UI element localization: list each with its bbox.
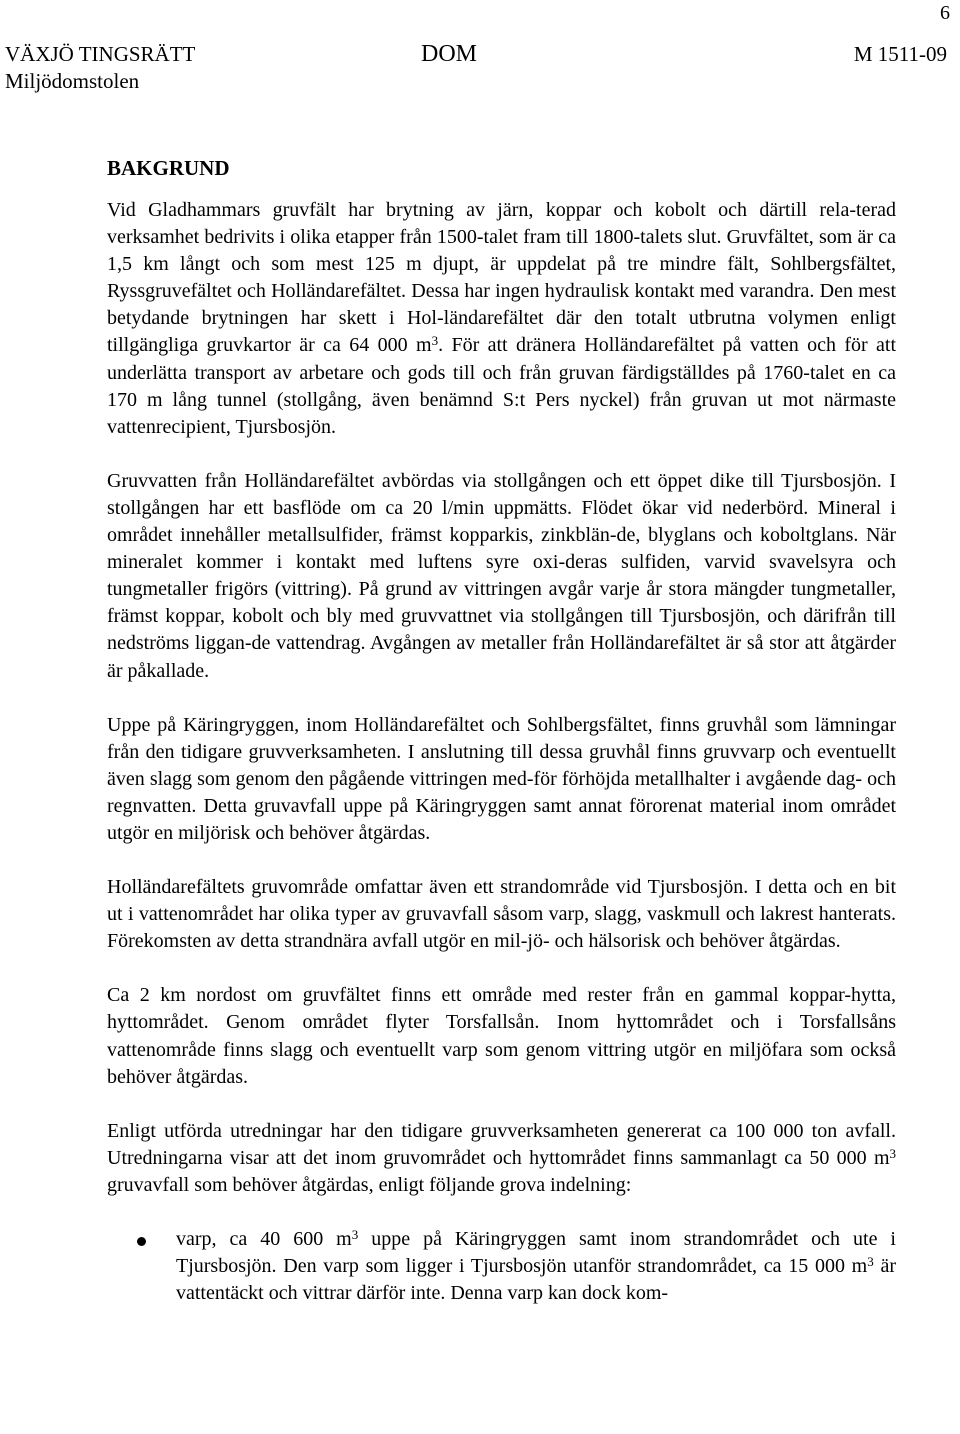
department-name: Miljödomstolen (5, 69, 140, 93)
page-number: 6 (940, 2, 950, 24)
document-header (5, 38, 947, 92)
paragraph-1-text-a: Vid Gladhammars gruvfält har brytning av järn, koppar och kobolt och därtill rela-terad verksamhet bedrivits i olika etapper från 1500-talet fram till 1800-talets slut. Gruvfältet, som är ca 1,5 km långt och som mest 125 m djupt, är uppdelat på tre mindre fält, Sohlbergsfältet, Ryssgruvefältet och Holländarefältet. Dessa har ingen hydraulisk kontakt med varandra. Den mest betydande brytningen har skett i Hol-ländarefältet där den totalt utbrutna volymen enligt tillgängliga gruvkartor är ca 64 000 m (107, 199, 896, 357)
list-item-text-a: varp, ca 40 600 m (176, 1228, 352, 1250)
case-number: M 1511-09 (853, 42, 947, 66)
paragraph-6 (107, 1118, 896, 1199)
list-item (107, 1226, 896, 1307)
paragraph-4: Holländarefältets gruvområde omfattar även ett strandområde vid Tjursbosjön. I detta och en bit ut i vattenområdet har olika typer av gruvavfall såsom varp, slagg, vaskmull och lakrest hanterats. Förekomsten av detta strandnära avfall utgör en mil-jö- och hälsorisk och behöver åtgärdas. (107, 876, 896, 953)
bullet-icon (137, 1237, 146, 1246)
document-type: DOM (421, 41, 478, 67)
court-name: VÄXJÖ TINGSRÄTT (5, 42, 196, 66)
paragraph-2: Gruvvatten från Holländarefältet avbördas via stollgången och ett öppet dike till Tjursbosjön. I stollgången har ett basflöde om ca 20 l/min uppmätts. Flödet ökar vid nederbörd. Mineral i området innehåller metallsulfider, främst kopparkis, zinkblän-de, blyglans och koboltglans. När mineralet kommer i kontakt med luftens syre oxi-deras sulfiden, varvid svavelsyra och tungmetaller frigörs (vittring). På grund av vittringen avgår varje år stora mängder tungmetaller, främst koppar, kobolt och bly med gruvvattnet via stollgången till Tjursbosjön, och därifrån till nedströms liggan-de vattendrag. Avgången av metaller från Holländarefältet är så stor att åtgärder är påkallade. (107, 469, 896, 682)
section-heading: BAKGRUND (107, 156, 230, 180)
superscript: 3 (431, 333, 439, 349)
paragraph-6-text-a: Enligt utförda utredningar har den tidigare gruvverksamheten genererat ca 100 000 ton avfall. Utredningarna visar att det inom gruvområdet och hyttområdet finns sammanlagt ca 50 000 m (107, 1119, 896, 1169)
paragraph-5: Ca 2 km nordost om gruvfältet finns ett område med rester från en gammal koppar-hytta, hyttområdet. Genom området flyter Torsfallsån. Inom hyttområdet och i Torsfallsåns vattenområde finns slagg och eventuellt varp som genom vittring utgör en miljöfara som också behöver åtgärdas. (107, 984, 896, 1088)
list-item-text-b: uppe på Käringryggen samt inom strandområdet och ute i Tjursbosjön. Den varp som ligger i Tjursbosjön utanför strandområdet, ca 15 000 m (176, 1228, 896, 1278)
list-item-text-c: är vattentäckt och vittrar därför inte. Denna varp kan dock kom- (176, 1255, 897, 1305)
paragraph-1-text-b: . För att dränera Holländarefältet på vatten och för att underlätta transport av arbetare och gods till och från gruvan färdigställdes på 1760-talet en ca 170 m lång tunnel (stollgång, även benämnd S:t Pers nyckel) från gruvan ut mot närmaste vattenrecipient, Tjursbosjön. (107, 334, 896, 438)
superscript: 3 (351, 1227, 359, 1242)
document-body (107, 155, 896, 1307)
superscript: 3 (889, 1145, 896, 1161)
paragraph-1 (107, 197, 896, 441)
superscript: 3 (867, 1254, 874, 1270)
bullet-list (107, 1226, 896, 1307)
paragraph-3: Uppe på Käringryggen, inom Holländarefältet och Sohlbergsfältet, finns gruvhål som lämningar från den tidigare gruvverksamheten. I anslutning till dessa gruvhål finns gruvvarp och eventuellt även slagg som genom den pågående vittringen med-för förhöjda metallhalter i avgående dag- och regnvatten. Detta gruvavfall uppe på Käringryggen samt annat förorenat material inom området utgör en miljörisk och behöver åtgärdas. (107, 713, 896, 844)
paragraph-6-text-b: gruvavfall som behöver åtgärdas, enligt följande grova indelning: (107, 1173, 632, 1196)
